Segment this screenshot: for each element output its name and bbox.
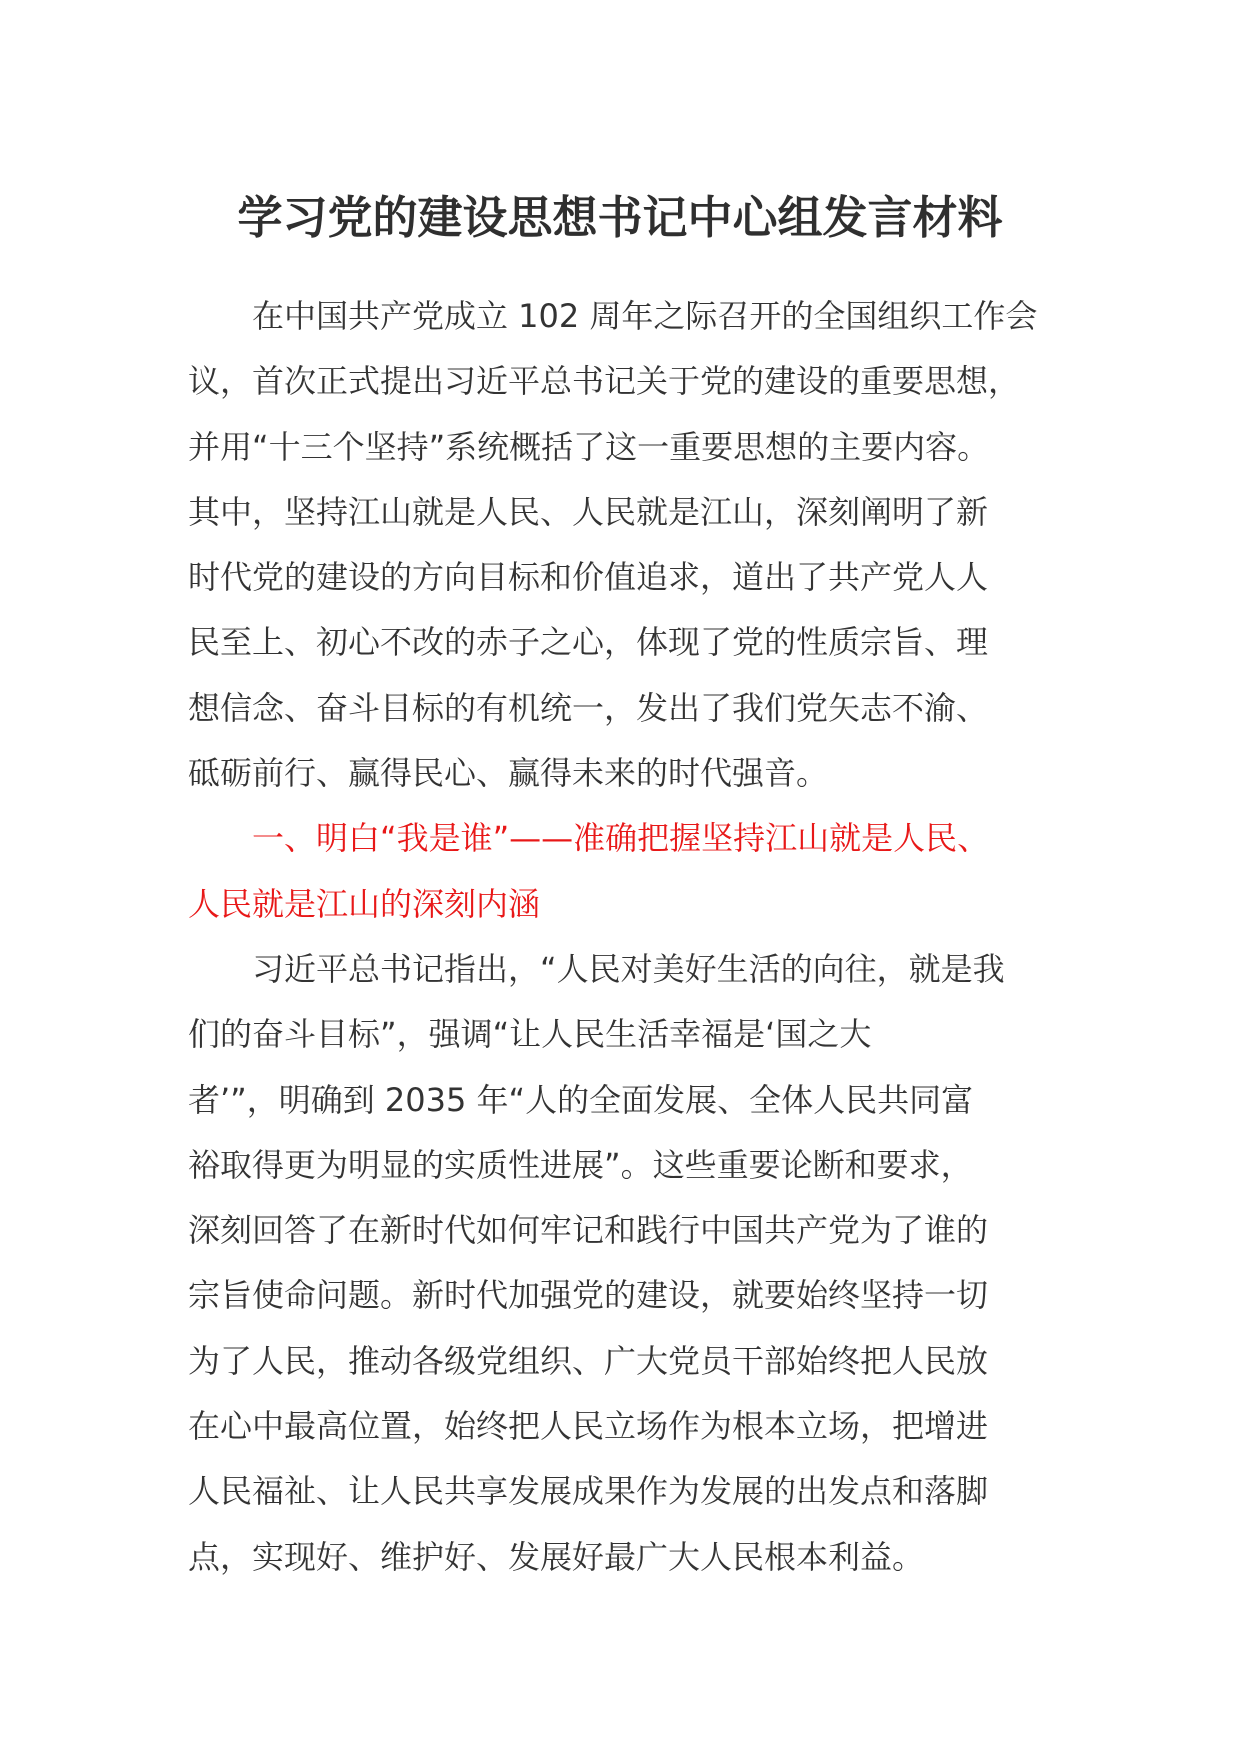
paragraph-line: 者’”，明确到 2035 年“人的全面发展、全体人民共同富 — [188, 1080, 974, 1119]
paragraph-line: 在中国共产党成立 102 周年之际召开的全国组织工作会 — [188, 297, 1038, 335]
paragraph-line: 人民福祉、让人民共享发展成果作为发展的出发点和落脚 — [188, 1472, 989, 1511]
paragraph-line: 宗旨使命问题。新时代加强党的建设，就要始终坚持一切 — [188, 1276, 989, 1315]
paragraph-line: 其中，坚持江山就是人民、人民就是江山，深刻阐明了新 — [188, 492, 989, 531]
paragraph-line: 点，实现好、维护好、发展好最广大人民根本利益。 — [188, 1537, 925, 1576]
paragraph-line: 民至上、初心不改的赤子之心，体现了党的性质宗旨、理 — [188, 623, 989, 662]
paragraph-line: 并用“十三个坚持”系统概括了这一重要思想的主要内容。 — [188, 427, 990, 466]
paragraph-line: 习近平总书记指出，“人民对美好生活的向往，就是我 — [188, 949, 1005, 988]
paragraph-line: 裕取得更为明显的实质性进展”。这些重要论断和要求， — [188, 1145, 973, 1184]
paragraph-line: 们的奋斗目标”，强调“让人民生活幸福是‘国之大 — [188, 1015, 872, 1054]
paragraph-line: 在心中最高位置，始终把人民立场作为根本立场，把增进 — [188, 1407, 989, 1446]
section-heading-line: 一、明白“我是谁”——准确把握坚持江山就是人民、 — [188, 819, 990, 858]
paragraph-line: 时代党的建设的方向目标和价值追求，道出了共产党人人 — [188, 558, 989, 597]
section-heading-line: 人民就是江山的深刻内涵 — [188, 884, 541, 923]
paragraph-line: 想信念、奋斗目标的有机统一，发出了我们党矢志不渝、 — [188, 688, 989, 727]
paragraph-line: 深刻回答了在新时代如何牢记和践行中国共产党为了谁的 — [188, 1211, 989, 1250]
document-title: 学习党的建设思想书记中心组发言材料 — [237, 191, 1003, 244]
paragraph-line: 为了人民，推动各级党组织、广大党员干部始终把人民放 — [188, 1341, 989, 1380]
paragraph-line: 议，首次正式提出习近平总书记关于党的建设的重要思想， — [188, 362, 1021, 401]
paragraph-line: 砥砺前行、赢得民心、赢得未来的时代强音。 — [188, 754, 829, 793]
document-body — [188, 284, 1058, 1590]
